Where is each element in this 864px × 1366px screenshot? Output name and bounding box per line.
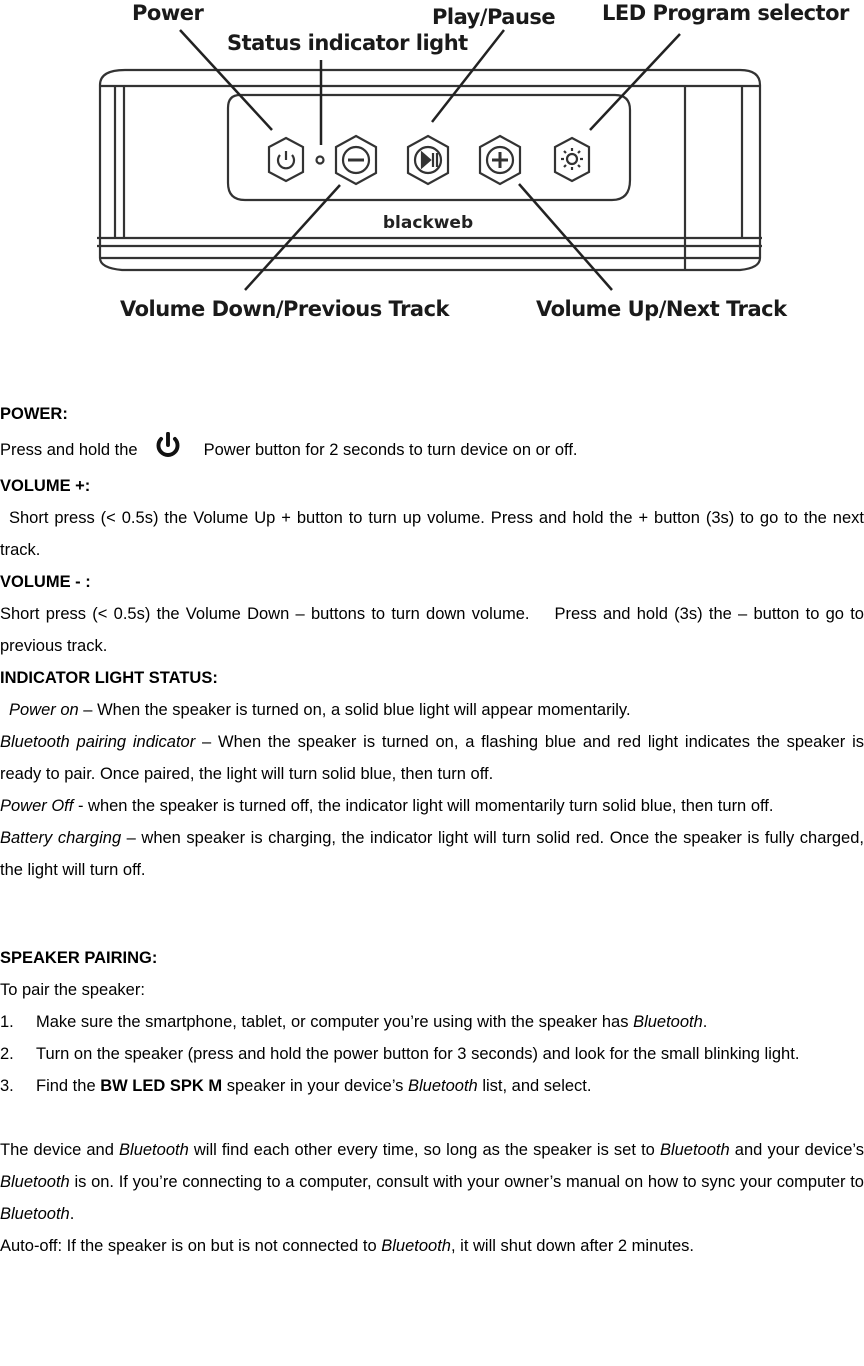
pairing-step-1: 1. Make sure the smartphone, tablet, or computer you’re using with the speaker has Bluetooth. [0,1013,708,1031]
label-volume-down: Volume Down/Previous Track [120,297,450,321]
closing-paragraph: The device and Bluetooth will find each other every time, so long as the speaker is set to Bluetooth and your device’s Bluetooth is on. If you’re connecting to a computer, consult with your owner’s manual on how to sync your computer to Bluetooth. [0,1141,864,1223]
speaker-body [97,70,762,270]
power-icon [148,432,188,458]
brand-logo: blackweb [382,213,474,233]
volume-up-text: Short press (< 0.5s) the Volume Up + button to turn up volume. Press and hold the + button (3s) to go to the next track. [0,509,864,559]
indicator-power-on: Power on – When the speaker is turned on, a solid blue light will appear momentarily. [9,701,631,719]
volume-up-button-icon [480,136,520,184]
label-led-selector: LED Program selector [602,1,849,25]
volume-down-text: Short press (< 0.5s) the Volume Down – buttons to turn down volume. Press and hold (3s) the – button to go to previous track. [0,605,864,655]
auto-off-note: Auto-off: If the speaker is on but is not connected to Bluetooth, it will shut down after 2 minutes. [0,1237,695,1255]
label-power: Power [132,1,204,25]
play-pause-button-icon [408,136,448,184]
volume-down-button-icon [336,136,376,184]
pairing-step-3: 3. Find the BW LED SPK M speaker in your device’s Bluetooth list, and select. [0,1077,592,1095]
pairing-heading: SPEAKER PAIRING: [0,949,158,967]
label-status-indicator: Status indicator light [227,31,468,55]
volume-down-heading: VOLUME - : [0,573,91,591]
status-indicator-light [317,157,324,164]
pairing-intro: To pair the speaker: [0,981,145,999]
label-volume-up: Volume Up/Next Track [536,297,787,321]
power-heading: POWER: [0,405,68,423]
volume-up-heading: VOLUME +: [0,477,91,495]
instructions-content [0,398,864,1262]
label-play-pause: Play/Pause [432,5,556,29]
indicator-power-off: Power Off - when the speaker is turned off, the indicator light will momentarily turn solid blue, then turn off. [0,797,774,815]
indicator-bt-pairing: Bluetooth pairing indicator – When the speaker is turned on, a flashing blue and red light indicates the speaker is ready to pair. Once paired, the light will turn solid blue, then turn off. [0,733,864,783]
power-button-icon [269,138,303,181]
indicator-battery: Battery charging – when speaker is charging, the indicator light will turn solid red. Once the speaker is fully charged, the light will turn off. [0,829,864,879]
indicator-heading: INDICATOR LIGHT STATUS: [0,669,218,687]
pairing-step-2: 2. Turn on the speaker (press and hold the power button for 3 seconds) and look for the small blinking light. [0,1045,800,1063]
led-selector-button-icon [555,138,589,181]
power-instruction: Press and hold the Power button for 2 seconds to turn device on or off. [0,430,864,470]
speaker-control-diagram [0,0,864,345]
